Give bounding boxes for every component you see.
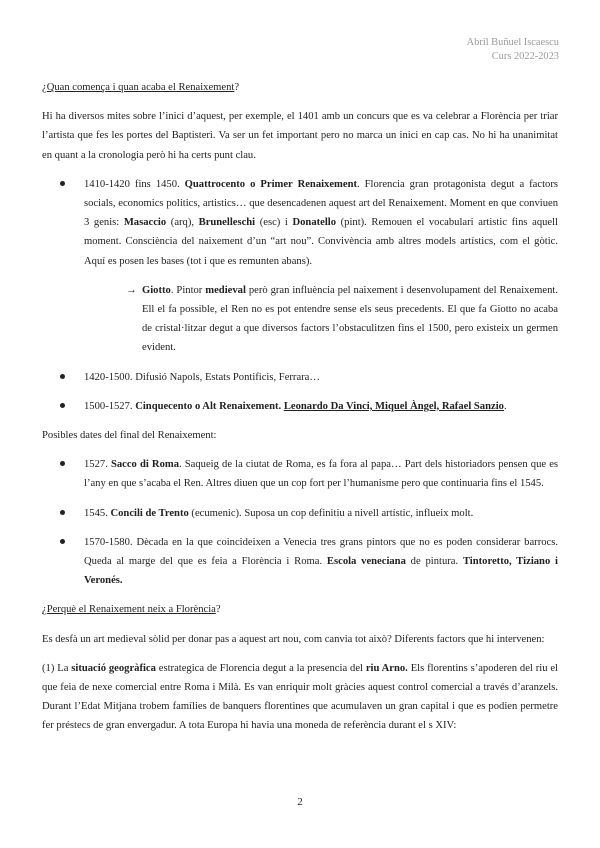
- arrow-right-icon: →: [126, 284, 137, 296]
- bullet-icon: [60, 403, 65, 408]
- document-body: [42, 78, 558, 736]
- section-heading-florence: ¿Perquè el Renaixement neix a Florència?: [42, 604, 221, 616]
- page-number: 2: [297, 796, 303, 808]
- list-item-cinquecento: 1500-1527. Cinquecento o Alt Renaixement. Leonardo Da Vinci, Miquel Àngel, Rafael Sanzio.: [42, 397, 558, 416]
- page-header: [467, 36, 559, 64]
- bullet-icon: [60, 181, 65, 186]
- author-name: Abril Buñuel Iscaescu: [466, 37, 559, 48]
- list-item-trento: 1545. Concili de Trento (ecumenic). Suposa un cop definitiu a nivell artístic, influeix molt.: [42, 504, 558, 523]
- course-year: Curs 2022-2023: [491, 51, 559, 62]
- list-item-quattrocento: 1410-1420 fins 1450. Quattrocento o Primer Renaixement. Florencia gran protagonista degut a factors socials, economics politics, artistics… que desencadenen aquest art del Renaixement. Moment en que conviuen 3 genis: Masaccio (arq), Brunelleschi (esc) i Donatello (pint). Remouen el vocabulari artistic fins aquell moment. Consciència del naixement d’un “art nou”. Convivència amb altres models artístics, com el gòtic. Aquí es posen les bases (tot i que es remunten abans).: [42, 175, 558, 271]
- bullet-icon: [60, 461, 65, 466]
- bullet-icon: [60, 539, 65, 544]
- chronology-list: [42, 175, 558, 271]
- list-item-difusio: 1420-1500. Difusió Napols, Estats Pontificis, Ferrara…: [42, 368, 558, 387]
- section-heading-chronology: ¿Quan comença i quan acaba el Renaixement?: [42, 82, 240, 93]
- paragraph-intro-factors: Es desfà un art medieval sòlid per donar pas a aquest art nou, com canvia tot això? Diferents factors que hi intervenen:: [42, 633, 545, 645]
- chronology-list-continued: [42, 368, 558, 416]
- list-item-sacco: 1527. Sacco di Roma. Saqueig de la ciutat de Roma, es fa fora al papa… Part dels historiadors pensen que es l’any en que s’acaba el Ren. Altres diuen que un cop fort per l’humanisme pero que continuaria fins el 1545.: [42, 455, 558, 493]
- end-dates-list: [42, 455, 558, 590]
- sub-item-giotto: → Giotto. Pintor medieval però gran influència pel naixement i desenvolupament del Renaixement. Ell el fa possible, el Ren no es pot entendre sense els seus precedents. El que fa Giotto no acaba de cristal·litzar degut a que diversos factors l’obstaculitzen fins el 1500, pero existeix un germen evident.: [142, 281, 558, 358]
- paragraph-geographic-factor: (1) La situació geogràfica estrategica de Florencia degut a la presencia del riu Arno. Els florentins s’apoderen del riu el que feia de nexe comercial entre Roma i Milà. Es van enriquir molt gràcies aquest control comercial a través d’aranzels. Durant l’Edat Mitjana trobem famílies de banquers florentines que acumulaven un gran capital i que es podien permetre fer préstecs de gran envergadur. A tota Europa hi havia una moneda de referència durant el s XIV:: [42, 662, 559, 732]
- paragraph-end-dates: Posibles dates del final del Renaixement:: [42, 430, 217, 442]
- paragraph-intro-myths: Hi ha diversos mites sobre l’inici d’aquest, per exemple, el 1401 amb un concurs que es va celebrar a Florència per triar l’artista que fes les portes del Baptisteri. Va ser un fet important pero no marca un inici en cap cas. No hi ha unanimitat en quant a la cronologia però hi ha certs punt clau.: [42, 111, 558, 161]
- bullet-icon: [60, 374, 65, 379]
- list-item-venecia: 1570-1580. Dècada en la que coincideixen a Venecia tres grans pintors que no es poden considerar barrocs. Queda al marge del que es feia a Florència i Roma. Escola veneciana de pintura. Tintoretto, Tiziano i Veronés.: [42, 533, 558, 591]
- bullet-icon: [60, 510, 65, 515]
